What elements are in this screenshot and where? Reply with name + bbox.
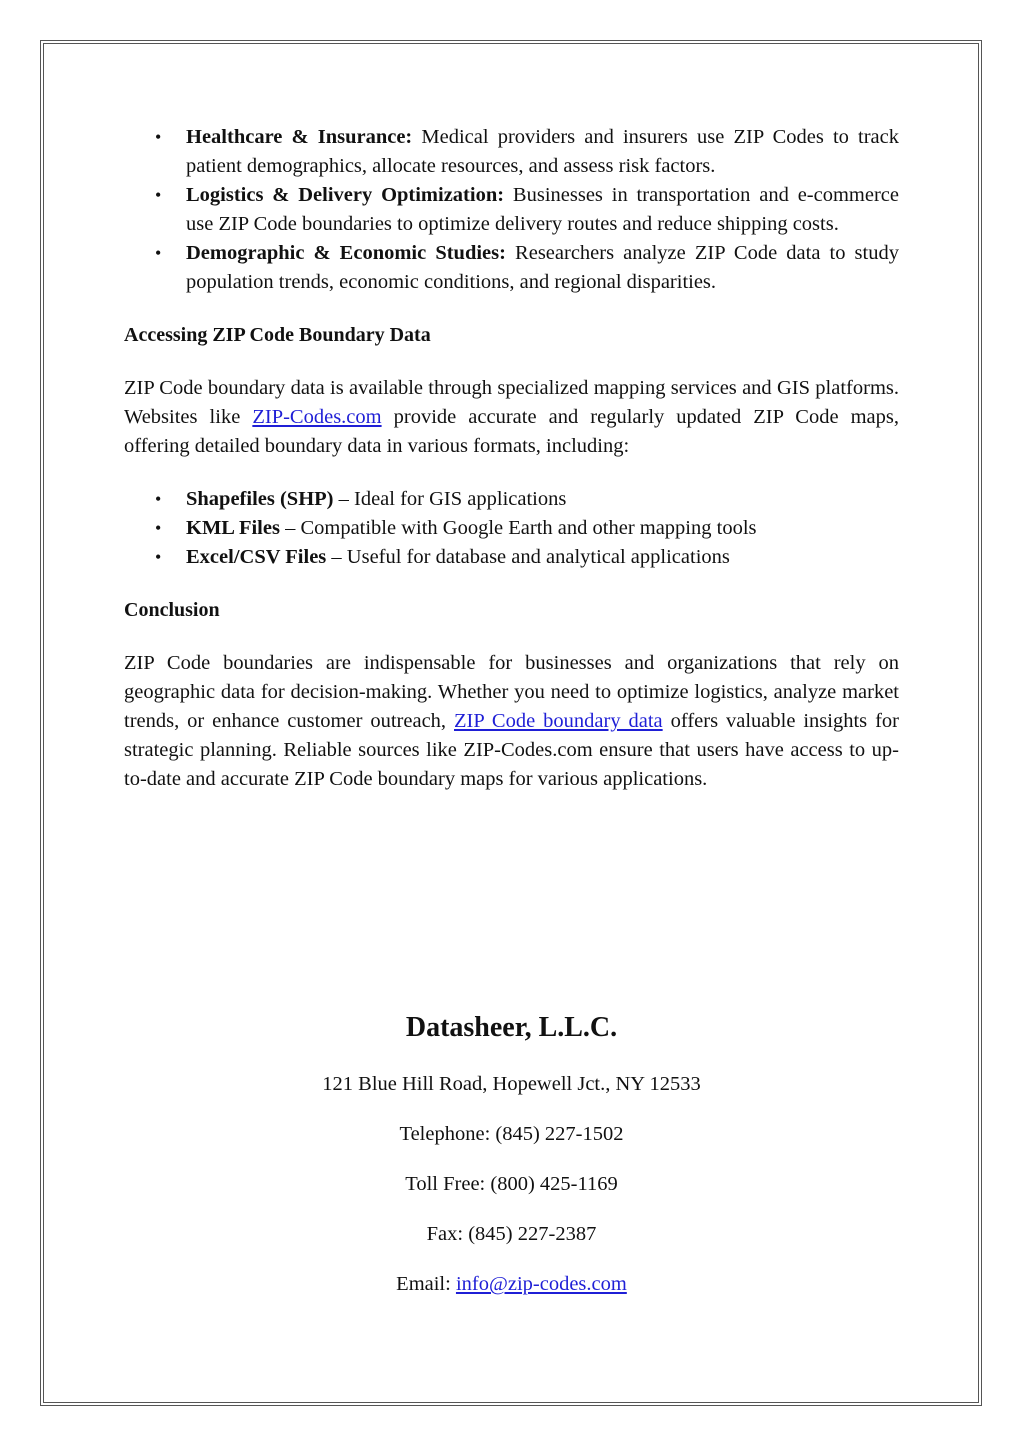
list-item-title: Logistics & Delivery Optimization: bbox=[186, 184, 505, 206]
toll-free: Toll Free: (800) 425-1169 bbox=[405, 1173, 618, 1195]
paragraph-text: provide accurate and regularly updated ZIP Code maps, offering detailed boundary data in various formats, including: bbox=[124, 406, 899, 457]
list-item-title: KML Files bbox=[186, 517, 280, 539]
list-item-text: – Compatible with Google Earth and other mapping tools bbox=[285, 517, 757, 539]
list-item bbox=[124, 123, 899, 181]
list-item-title: Healthcare & Insurance: bbox=[186, 126, 413, 148]
list-item-text: Researchers analyze ZIP Code data to study population trends, economic conditions, and regional disparities. bbox=[186, 242, 899, 293]
bullet-icon: • bbox=[155, 518, 162, 538]
list-item bbox=[124, 514, 899, 543]
bullet-icon: • bbox=[155, 547, 162, 567]
list-item-text: Medical providers and insurers use ZIP Codes to track patient demographics, allocate resources, and assess risk factors. bbox=[186, 126, 900, 177]
list-item bbox=[124, 239, 899, 297]
use-case-list bbox=[124, 123, 899, 297]
company-name: Datasheer, L.L.C. bbox=[405, 1012, 618, 1043]
bullet-icon: • bbox=[155, 185, 162, 205]
address: 121 Blue Hill Road, Hopewell Jct., NY 12533 bbox=[322, 1073, 701, 1095]
conclusion-paragraph bbox=[124, 649, 899, 794]
list-item bbox=[124, 543, 899, 572]
zip-code-boundary-data-link[interactable]: ZIP Code boundary data bbox=[454, 710, 663, 732]
bullet-icon: • bbox=[155, 489, 162, 509]
conclusion-heading: Conclusion bbox=[124, 599, 220, 621]
email-link[interactable]: info@zip-codes.com bbox=[455, 1273, 627, 1295]
list-item bbox=[124, 485, 899, 514]
bullet-icon: • bbox=[155, 127, 162, 147]
accessing-heading: Accessing ZIP Code Boundary Data bbox=[124, 324, 431, 346]
list-item bbox=[124, 181, 899, 239]
email-label: Email: bbox=[396, 1273, 451, 1295]
paragraph-text: offers valuable insights for strategic planning. Reliable sources like ZIP-Codes.com ensure that users have access to up-to-date and accurate ZIP Code boundary maps for various applications. bbox=[124, 710, 899, 790]
list-item-title: Shapefiles (SHP) bbox=[186, 488, 334, 510]
list-item-text: – Useful for database and analytical applications bbox=[331, 546, 730, 568]
accessing-paragraph bbox=[124, 374, 899, 461]
document-body bbox=[124, 123, 899, 794]
telephone: Telephone: (845) 227-1502 bbox=[399, 1123, 624, 1145]
list-item-text: – Ideal for GIS applications bbox=[338, 488, 567, 510]
zip-codes-link[interactable]: ZIP-Codes.com bbox=[252, 406, 382, 428]
list-item-title: Excel/CSV Files bbox=[186, 546, 327, 568]
formats-list bbox=[124, 485, 899, 572]
list-item-text: Businesses in transportation and e-commerce use ZIP Code boundaries to optimize delivery routes and reduce shipping costs. bbox=[186, 184, 899, 235]
contact-footer bbox=[0, 1008, 1023, 1320]
paragraph-text: ZIP Code boundaries are indispensable for businesses and organizations that rely on geographic data for decision-making. Whether you need to optimize logistics, analyze market trends, or enhance customer outreach, bbox=[124, 652, 899, 732]
bullet-icon: • bbox=[155, 243, 162, 263]
email-line bbox=[0, 1270, 1023, 1299]
paragraph-text: ZIP Code boundary data is available through specialized mapping services and GIS platforms. Websites like bbox=[124, 377, 899, 428]
fax: Fax: (845) 227-2387 bbox=[426, 1223, 597, 1245]
list-item-title: Demographic & Economic Studies: bbox=[186, 242, 506, 264]
